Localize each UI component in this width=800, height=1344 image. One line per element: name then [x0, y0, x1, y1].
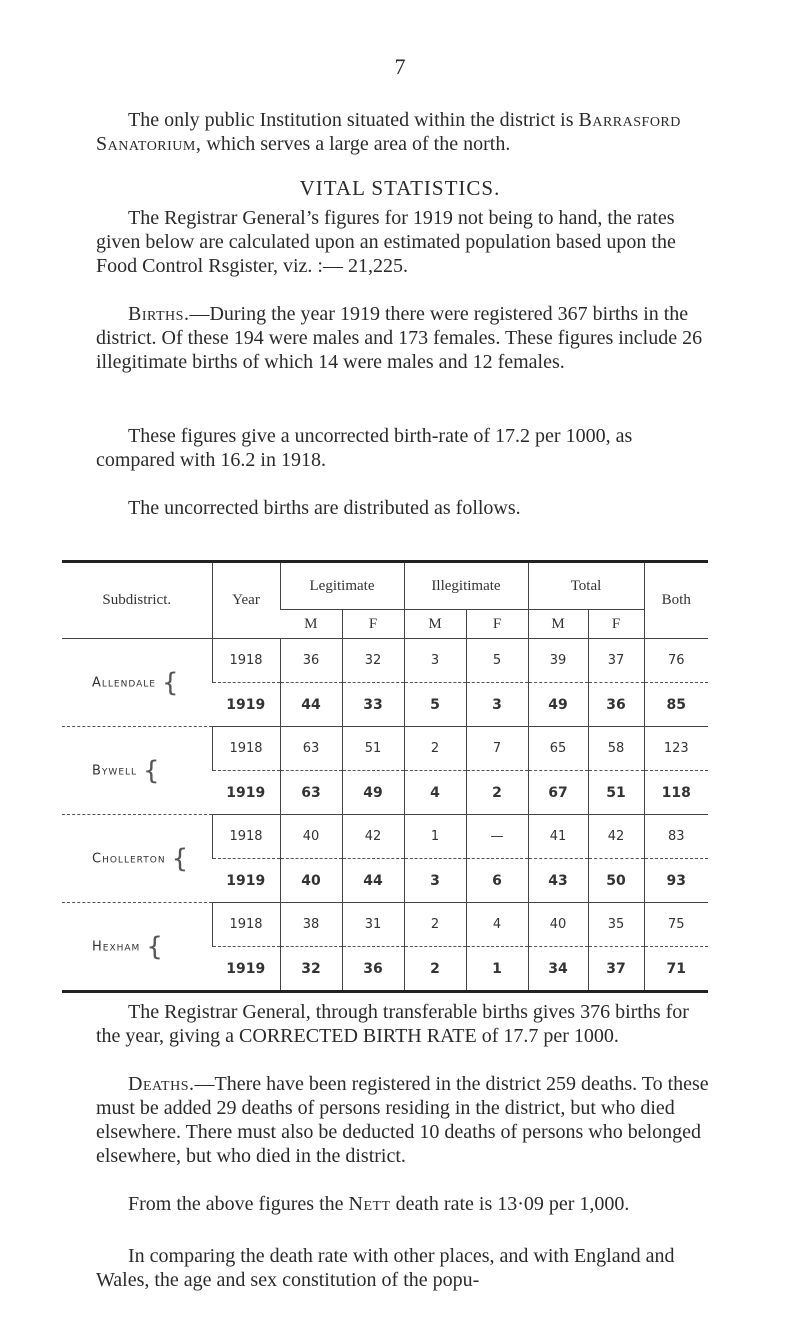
subdistrict-label: Allendale: [92, 675, 156, 690]
year-cell: 1918: [212, 639, 280, 683]
both-cell: 123: [644, 727, 708, 771]
corrected-paragraph: The Registrar General, through transferable births gives 376 births for the year, giving a CORRECTED BIRTH RATE of 17.7 per 1000.: [96, 1001, 689, 1047]
legit-m-cell: 63: [280, 771, 342, 815]
nett-label: Nett: [348, 1193, 391, 1215]
total-f-cell: 37: [588, 947, 644, 992]
brace-icon: {: [161, 667, 180, 698]
header-both: Both: [644, 562, 708, 639]
total-f-cell: 37: [588, 639, 644, 683]
births-table: [62, 560, 708, 993]
distribution-paragraph: The uncorrected births are distributed as follows.: [128, 497, 521, 519]
subdistrict-name: [62, 815, 212, 903]
both-cell: 118: [644, 771, 708, 815]
total-f-cell: 35: [588, 903, 644, 947]
both-cell: 93: [644, 859, 708, 903]
year-cell: 1918: [212, 903, 280, 947]
illegit-f-cell: 6: [466, 859, 528, 903]
brace-icon: {: [171, 843, 190, 874]
brace-icon: {: [143, 755, 161, 786]
total-f-cell: 51: [588, 771, 644, 815]
total-f-cell: 50: [588, 859, 644, 903]
table-row: [62, 815, 708, 859]
nett-paragraph: [96, 1192, 716, 1216]
both-cell: 71: [644, 947, 708, 992]
legit-f-cell: 32: [342, 639, 404, 683]
header-illegit-f: F: [466, 610, 528, 639]
total-f-cell: 42: [588, 815, 644, 859]
birth-rate-paragraph: These figures give a uncorrected birth-rate of 17.2 per 1000, as compared with 16.2 in 1918.: [96, 425, 633, 471]
nett-suffix: death rate is 13·09 per 1,000.: [395, 1193, 630, 1215]
total-m-cell: 43: [528, 859, 588, 903]
illegit-f-cell: 3: [466, 683, 528, 727]
subdistrict-name: [62, 903, 212, 992]
year-cell: 1919: [212, 947, 280, 992]
year-cell: 1919: [212, 683, 280, 727]
total-m-cell: 39: [528, 639, 588, 683]
legit-m-cell: 36: [280, 639, 342, 683]
illegit-m-cell: 3: [404, 639, 466, 683]
illegit-m-cell: 2: [404, 903, 466, 947]
total-m-cell: 40: [528, 903, 588, 947]
legit-f-cell: 36: [342, 947, 404, 992]
total-f-cell: 36: [588, 683, 644, 727]
year-cell: 1918: [212, 727, 280, 771]
institution-name: Barrasford Sanatorium,: [96, 109, 681, 155]
total-m-cell: 65: [528, 727, 588, 771]
deaths-paragraph: [96, 1072, 716, 1168]
year-cell: 1919: [212, 859, 280, 903]
both-cell: 76: [644, 639, 708, 683]
legit-f-cell: 51: [342, 727, 404, 771]
header-total-m: M: [528, 610, 588, 639]
subdistrict-label: Bywell: [92, 763, 138, 778]
header-year: Year: [212, 562, 280, 639]
page-number: 7: [394, 54, 406, 79]
deaths-label: Deaths.: [128, 1073, 195, 1095]
registrar-paragraph: The Registrar General’s figures for 1919 not being to hand, the rates given below are calculated upon an estimated population based upon the Food Control Rsgister, viz. :— 21,225.: [96, 207, 676, 277]
legit-m-cell: 40: [280, 859, 342, 903]
year-cell: 1918: [212, 815, 280, 859]
intro-paragraph: [96, 108, 716, 156]
comparing-paragraph: In comparing the death rate with other places, and with England and Wales, the age and sex constitution of the popu-: [96, 1245, 675, 1291]
both-cell: 83: [644, 815, 708, 859]
table-row: [62, 903, 708, 947]
intro-suffix: which serves a large area of the north.: [206, 133, 511, 155]
illegit-f-cell: 1: [466, 947, 528, 992]
intro-prefix: The only public Institution situated within the district is: [128, 109, 574, 131]
births-label: Births.: [128, 303, 190, 325]
section-heading: VITAL STATISTICS.: [299, 176, 501, 200]
illegit-m-cell: 1: [404, 815, 466, 859]
legit-m-cell: 44: [280, 683, 342, 727]
legit-f-cell: 42: [342, 815, 404, 859]
header-legit-f: F: [342, 610, 404, 639]
births-text: —During the year 1919 there were registered 367 births in the district. Of these 194 were males and 173 females. These figures include 26 illegitimate births of which 14 were males and 12 females.: [96, 303, 703, 373]
legit-f-cell: 31: [342, 903, 404, 947]
header-subdistrict: Subdistrict.: [62, 562, 212, 639]
total-m-cell: 67: [528, 771, 588, 815]
subdistrict-name: [62, 727, 212, 815]
illegit-m-cell: 5: [404, 683, 466, 727]
nett-prefix: From the above figures the: [128, 1193, 344, 1215]
both-cell: 85: [644, 683, 708, 727]
header-legit-m: M: [280, 610, 342, 639]
illegit-m-cell: 3: [404, 859, 466, 903]
legit-f-cell: 44: [342, 859, 404, 903]
header-legitimate: Legitimate: [280, 562, 404, 610]
legit-m-cell: 63: [280, 727, 342, 771]
header-illegitimate: Illegitimate: [404, 562, 528, 610]
deaths-text: —There have been registered in the district 259 deaths. To these must be added 29 deaths of persons residing in the district, but who died elsewhere. There must also be deducted 10 deaths of persons who belonged elsewhere, but who died in the district.: [96, 1073, 709, 1167]
legit-f-cell: 49: [342, 771, 404, 815]
subdistrict-label: Hexham: [92, 939, 141, 954]
legit-m-cell: 38: [280, 903, 342, 947]
illegit-f-cell: 5: [466, 639, 528, 683]
subdistrict-label: Chollerton: [92, 851, 166, 866]
births-paragraph: [96, 302, 716, 374]
illegit-m-cell: 2: [404, 727, 466, 771]
legit-m-cell: 40: [280, 815, 342, 859]
total-m-cell: 34: [528, 947, 588, 992]
table-row: [62, 639, 708, 683]
total-m-cell: 41: [528, 815, 588, 859]
header-total-f: F: [588, 610, 644, 639]
legit-m-cell: 32: [280, 947, 342, 992]
illegit-f-cell: —: [466, 815, 528, 859]
legit-f-cell: 33: [342, 683, 404, 727]
header-total: Total: [528, 562, 644, 610]
total-m-cell: 49: [528, 683, 588, 727]
year-cell: 1919: [212, 771, 280, 815]
illegit-f-cell: 4: [466, 903, 528, 947]
illegit-f-cell: 7: [466, 727, 528, 771]
subdistrict-name: [62, 639, 212, 727]
table-row: [62, 727, 708, 771]
header-illegit-m: M: [404, 610, 466, 639]
brace-icon: {: [146, 931, 164, 962]
illegit-m-cell: 4: [404, 771, 466, 815]
illegit-m-cell: 2: [404, 947, 466, 992]
total-f-cell: 58: [588, 727, 644, 771]
illegit-f-cell: 2: [466, 771, 528, 815]
both-cell: 75: [644, 903, 708, 947]
